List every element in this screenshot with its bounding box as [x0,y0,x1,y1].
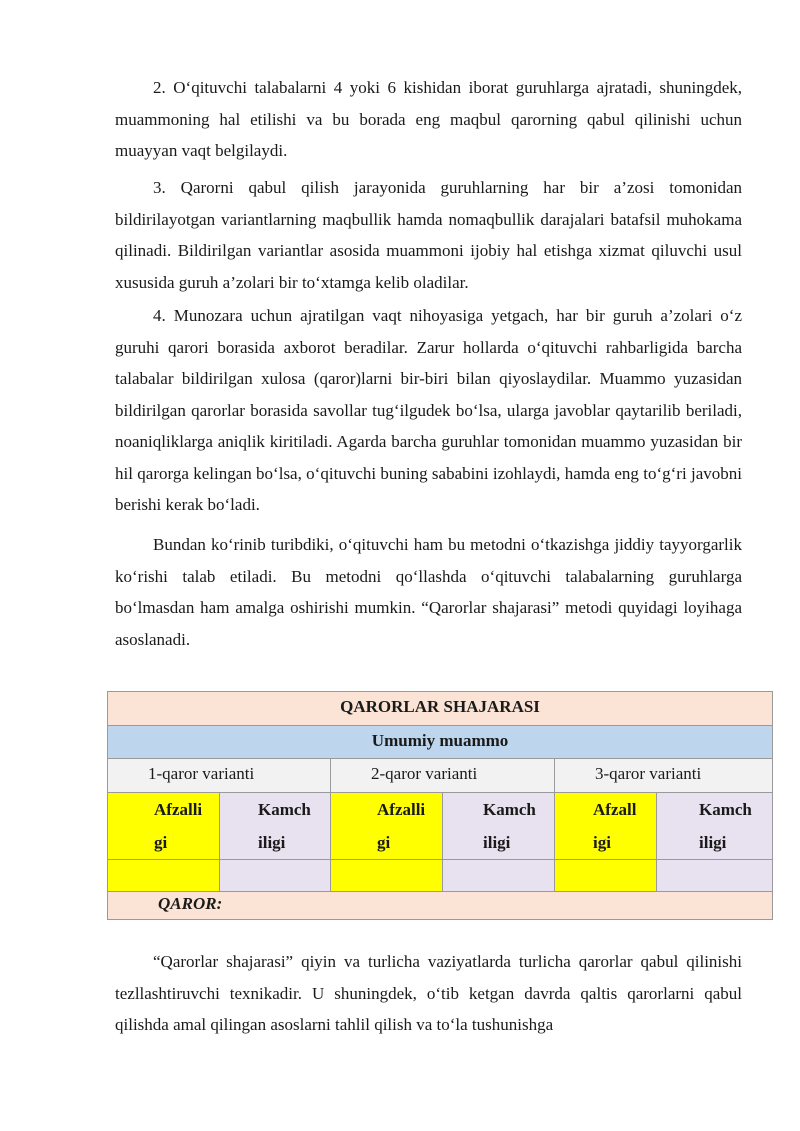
variant-2-header: 2-qaror varianti [331,759,555,793]
paragraph-summary: “Qarorlar shajarasi” qiyin va turlicha vaziyatlarda turlicha qarorlar qabul qilinishi tezllashtiruvchi texnikadir. U shuningdek, o‘tib ketgan davrda qaltis qarorlarni qabul qilishda amal qilingan asoslarni tahlil qilish va to‘la tushunishga [115,952,742,1034]
paragraph-step-2: 2. O‘qituvchi talabalarni 4 yoki 6 kishidan iborat guruhlarga ajratadi, shuningdek, muammoning hal etilishi va bu borada eng maqbul qarorning qabul qilinishi uchun muayyan vaqt belgilaydi. [115,78,742,160]
paragraph-conclusion: Bundan ko‘rinib turibdiki, o‘qituvchi ham bu metodni o‘tkazishga jiddiy tayyorgarlik ko‘rishi talab etiladi. Bu metodni qo‘llashda o‘qituvchi talabalarning guruhlarga bo‘lmasdan ham amalga oshirishi mumkin. “Qarorlar shajarasi” metodi quyidagi loyihaga asoslanadi. [115,535,742,649]
advantage-cell-1: Afzalli gi [108,793,220,860]
disadvantage-empty-3 [657,860,773,892]
variant-3-header: 3-qaror varianti [555,759,773,793]
disadvantage-empty-1 [220,860,331,892]
disadvantage-cell-1: Kamch iligi [220,793,331,860]
disadvantage-cell-3: Kamch iligi [657,793,773,860]
decision-tree-table [107,691,773,920]
advantage-empty-1 [108,860,220,892]
table-subtitle: Umumiy muammo [108,726,773,759]
disadvantage-cell-2: Kamch iligi [443,793,555,860]
advantage-cell-2: Afzalli gi [331,793,443,860]
table-footer-decision: QAROR: [108,892,773,920]
disadvantage-empty-2 [443,860,555,892]
paragraph-step-4: 4. Munozara uchun ajratilgan vaqt nihoyasiga yetgach, har bir guruh a’zolari o‘z guruhi qarori borasida axborot beradilar. Zarur hollarda o‘qituvchi rahbarligida barcha talabalar bildirilgan xulosa (qaror)larni bir-biri bilan qiyoslaydilar. Muammo yuzasidan bildirilgan qarorlar borasida savollar tug‘ilgudek bo‘lsa, ularga javoblar qaytarilib beriladi, noaniqliklarga aniqlik kiritiladi. Agarda barcha guruhlar tomonidan muammo yuzasidan bir hil qarorga kelingan bo‘lsa, o‘qituvchi buning sababini izohlaydi, hamda eng to‘g‘ri javobni berishi kerak bo‘ladi. [115,306,742,514]
table-title: QARORLAR SHAJARASI [108,692,773,726]
advantage-empty-3 [555,860,657,892]
advantage-cell-3: Afzall igi [555,793,657,860]
paragraph-step-3: 3. Qarorni qabul qilish jarayonida guruhlarning har bir a’zosi tomonidan bildirilayotgan variantlarning maqbullik hamda nomaqbullik darajalari batafsil muhokama qilinadi. Bildirilgan variantlar asosida muammoni ijobiy hal etishga xizmat qiluvchi usul xususida guruh a’zolari bir to‘xtamga kelib oladilar. [115,178,742,292]
variant-1-header: 1-qaror varianti [108,759,331,793]
advantage-empty-2 [331,860,443,892]
